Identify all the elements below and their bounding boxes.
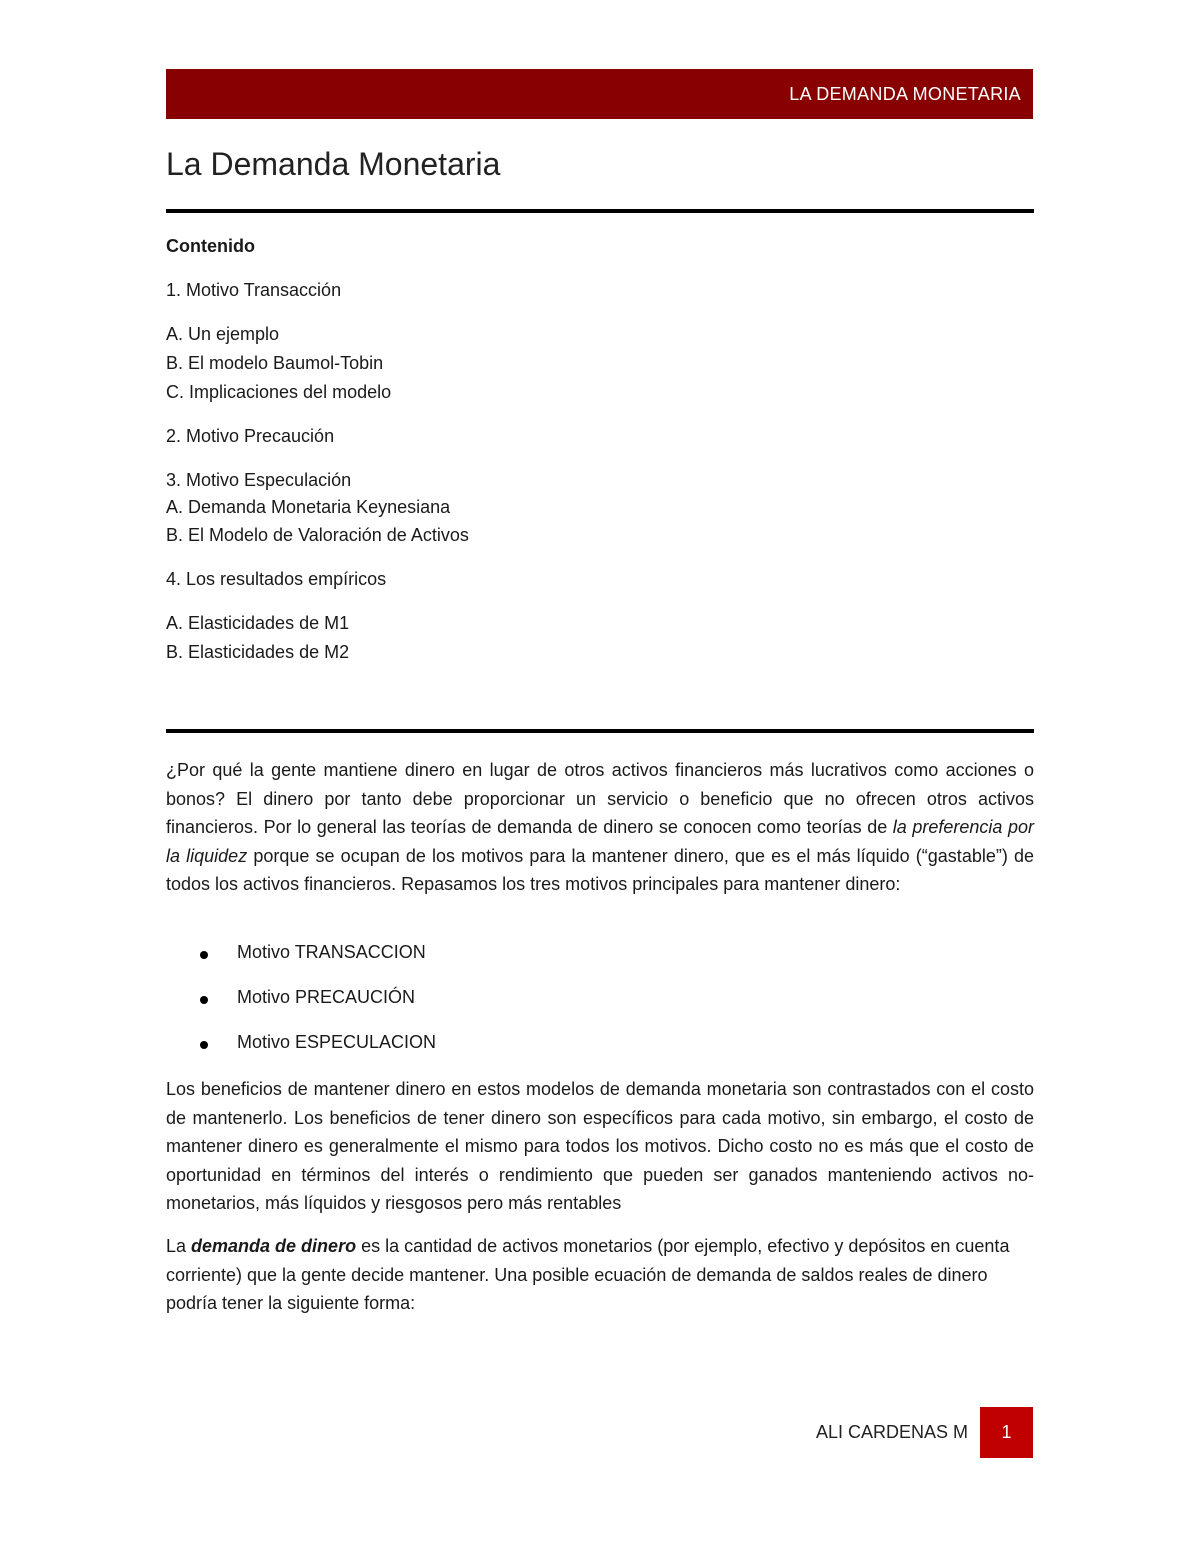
running-header-bar: [166, 69, 1033, 119]
divider-top: [166, 209, 1034, 213]
bullet-icon: [200, 1041, 208, 1049]
running-header-title: LA DEMANDA MONETARIA: [789, 84, 1021, 104]
toc-item: B. Elasticidades de M2: [166, 642, 350, 662]
paragraph-text: es la cantidad de activos monetarios (por ejemplo, efectivo y depósitos en cuenta corriente) que la gente decide mantener. Una posible ecuación de demanda de saldos reales de dinero podría tener la siguiente forma:: [166, 1236, 1010, 1314]
list-item-label: Motivo PRECAUCIÓN: [237, 987, 416, 1007]
toc-item: A. Elasticidades de M1: [166, 613, 350, 633]
toc-heading: Contenido: [166, 236, 255, 256]
toc-item: A. Demanda Monetaria Keynesiana: [166, 497, 451, 517]
paragraph-costs: Los beneficios de mantener dinero en estos modelos de demanda monetaria son contrastados con el costo de mantenerlo. Los beneficios de tener dinero son específicos para cada motivo, sin embargo, el costo de mantener dinero es generalmente el mismo para todos los motivos. Dicho costo no es más que el costo de oportunidad en términos del interés o rendimiento que pueden ser ganados manteniendo activos no-monetarios, más líquidos y riesgosos pero más rentables: [166, 1079, 1034, 1214]
emphasis-text: demanda de dinero: [191, 1236, 357, 1256]
emphasis-text: la preferencia por la liquidez: [166, 817, 1034, 866]
toc-item: 4. Los resultados empíricos: [166, 569, 387, 589]
paragraph-text: ¿Por qué la gente mantiene dinero en lugar de otros activos financieros más lucrativos como acciones o bonos? El dinero por tanto debe proporcionar un servicio o beneficio que no ofrecen otros activos financieros. Por lo general las teorías de demanda de dinero se conocen como teorías de: [166, 760, 1034, 838]
toc-item: 2. Motivo Precaución: [166, 426, 335, 446]
toc-item: C. Implicaciones del modelo: [166, 382, 392, 402]
paragraph-text: porque se ocupan de los motivos para la mantener dinero, que es el más líquido (“gastable”) de todos los activos financieros. Repasamos los tres motivos principales para mantener dinero:: [166, 845, 1034, 895]
bullet-icon: [200, 951, 208, 959]
toc-item: 1. Motivo Transacción: [166, 280, 342, 300]
list-item-label: Motivo ESPECULACION: [237, 1032, 437, 1052]
page-number-box: [980, 1407, 1033, 1458]
document-title: La Demanda Monetaria: [166, 146, 501, 182]
paragraph-definition: [166, 1232, 1034, 1318]
toc-item: B. El Modelo de Valoración de Activos: [166, 525, 469, 545]
paragraph-text: La: [166, 1236, 192, 1256]
toc-item: A. Un ejemplo: [166, 324, 280, 344]
page-number: 1: [1001, 1422, 1012, 1442]
toc-item: 3. Motivo Especulación: [166, 470, 352, 490]
paragraph-intro: [166, 756, 1034, 899]
list-item-label: Motivo TRANSACCION: [237, 942, 426, 962]
divider-bottom: [166, 729, 1034, 733]
toc-item: B. El modelo Baumol-Tobin: [166, 353, 384, 373]
footer-author: ALI CARDENAS M: [815, 1422, 968, 1442]
bullet-icon: [200, 996, 208, 1004]
